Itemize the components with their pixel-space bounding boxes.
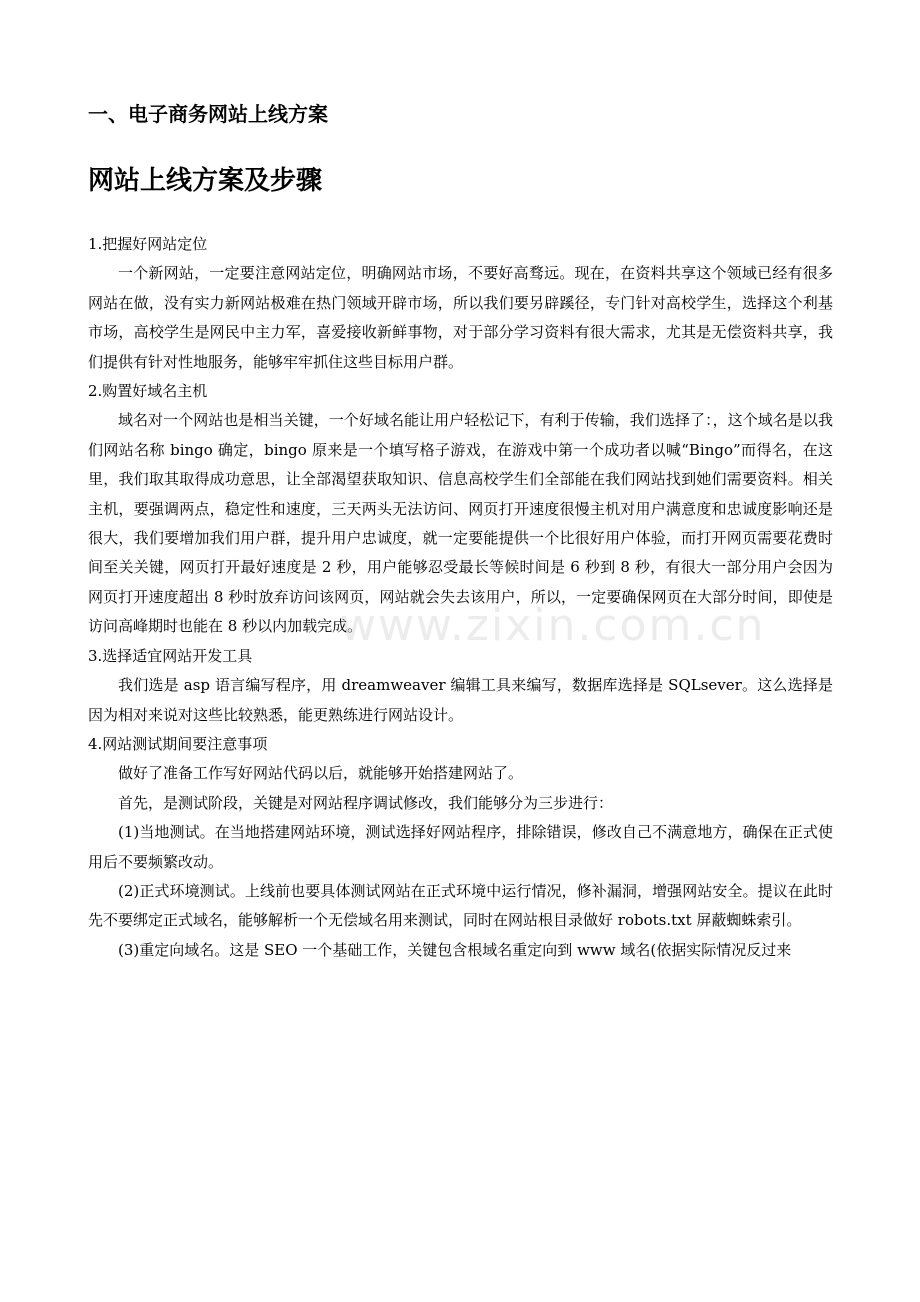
main-heading: 一、电子商务网站上线方案 xyxy=(88,102,328,126)
section-3-paragraph: 我们选是 asp 语言编写程序，用 dreamweaver 编辑工具来编写，数据库选择是 SQLsever。这么选择是因为相对来说对这些比较熟悉，能更熟练进行网站设计。 xyxy=(88,676,833,724)
sub-heading: 网站上线方案及步骤 xyxy=(88,166,323,196)
watermark: www.zixin.com.cn xyxy=(340,600,766,651)
section-4-paragraph-5: (3)重定向域名。这是 SEO 一个基础工作，关键包含根域名重定向到 www 域名(依据实际情况反过来 xyxy=(118,940,792,959)
section-3-title: 3.选择适宜网站开发工具 xyxy=(88,646,253,665)
section-2-paragraph: 域名对一个网站也是相当关键，一个好域名能让用户轻松记下，有利于传输，我们选择了：，这个域名是以我们网站名称 bingo 确定，bingo 原来是一个填写格子游戏，在游戏中第一个成功者以喊“Bingo”而得名，在这里，我们取其取得成功意思，让全部渴望获取知识、信息高校学生们全部能在我们网站找到她们需要资料。相关主机，要强调两点，稳定性和速度，三天两头无法访问、网页打开速度很慢主机对用户满意度和忠诚度影响还是很大，我们要增加我们用户群，提升用户忠诚度，就一定要能提供一个比很好用户体验，而打开网页需要花费时间至关关键，网页打开最好速度是 2 秒，用户能够忍受最长等候时间是 6 秒到 8 秒，有很大一部分用户会因为网页打开速度超出 8 秒时放弃访问该网页，网站就会失去该用户，所以，一定要确保网页在大部分时间，即使是访问高峰期时也能在 8 秒以内加载完成。 xyxy=(88,411,833,636)
section-4-paragraph-1: 做好了准备工作写好网站代码以后，就能够开始搭建网站了。 xyxy=(118,764,524,783)
section-4-paragraph-4: (2)正式环境测试。上线前也要具体测试网站在正式环境中运行情况，修补漏洞，增强网站安全。提议在此时先不要绑定正式域名，能够解析一个无偿域名用来测试，同时在网站根目录做好 robots.txt 屏蔽蜘蛛索引。 xyxy=(88,881,833,930)
document-body xyxy=(88,230,833,965)
section-4-paragraph-2: 首先，是测试阶段，关键是对网站程序调试修改，我们能够分为三步进行： xyxy=(118,793,614,812)
section-4-paragraph-3: (1)当地测试。在当地搭建网站环境，测试选择好网站程序，排除错误，修改自己不满意地方，确保在正式使用后不要频繁改动。 xyxy=(88,823,833,871)
section-1-paragraph: 一个新网站，一定要注意网站定位，明确网站市场，不要好高骛远。现在，在资料共享这个领域已经有很多网站在做，没有实力新网站极难在热门领域开辟市场，所以我们要另辟蹊径，专门针对高校学生，选择这个利基市场，高校学生是网民中主力军，喜爱接收新鲜事物，对于部分学习资料有很大需求，尤其是无偿资料共享，我们提供有针对性地服务，能够牢牢抓住这些目标用户群。 xyxy=(88,264,833,371)
section-4-title: 4.网站测试期间要注意事项 xyxy=(88,734,268,753)
section-2-title: 2.购置好域名主机 xyxy=(88,382,208,401)
section-1-title: 1.把握好网站定位 xyxy=(88,235,208,253)
